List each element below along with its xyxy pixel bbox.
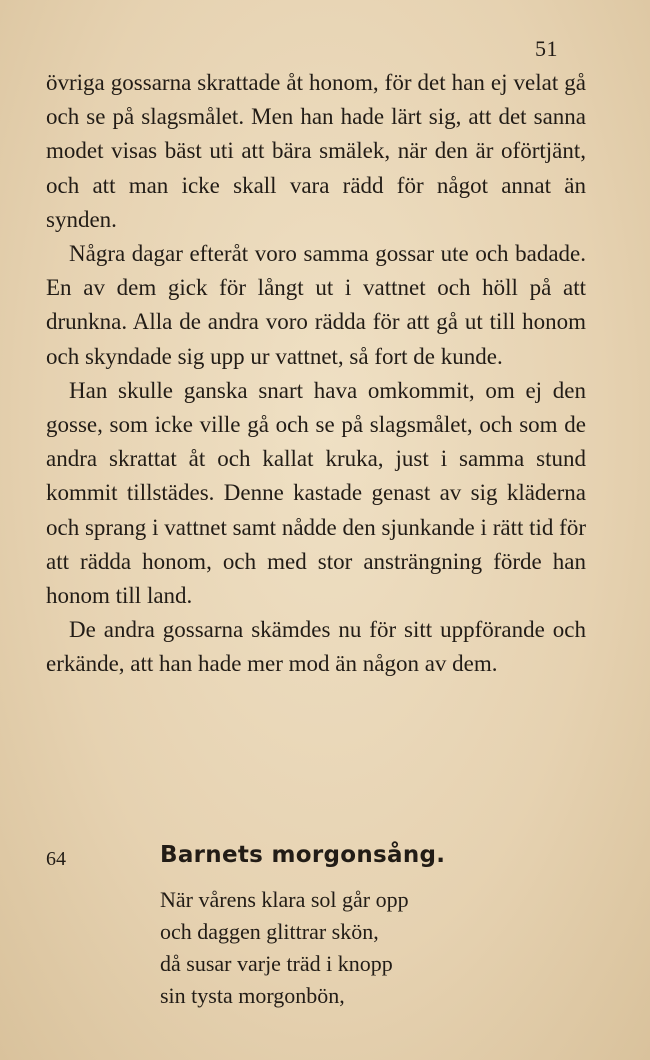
paragraph-4: De andra gossarna skämdes nu för sitt uppförande och erkände, att han hade mer mod än någon av dem. (46, 617, 586, 677)
verse-line-2: och daggen glittrar skön, (160, 919, 379, 944)
paragraph-1: övriga gossarna skrattade åt honom, för det han ej velat gå och se på slagsmålet. Men han hade lärt sig, att det sanna modet visas bäst uti att bära smälek, när den är oförtjänt, och att man icke skall vara rädd för något annat än synden. (46, 70, 586, 232)
paragraph-3: Han skulle ganska snart hava omkommit, om ej den gosse, som icke ville gå och se på slagsmålet, och som de andra skrattat åt och kallat kruka, just i samma stund kommit tillstädes. Denne kastade genast av sig kläderna och sprang i vattnet samt nådde den sjunkande i rätt tid för att rädda honom, och med stor ansträngning förde han honom till land. (46, 377, 586, 609)
hymn-title: Barnets morgonsång. (160, 842, 446, 868)
paragraph-2: Några dagar efteråt voro samma gossar ute och badade. En av dem gick för långt ut i vattnet och höll på att drunkna. Alla de andra voro rädda för att gå ut till honom och skyndade sig upp ur vattnet, så fort de kunde. (46, 241, 586, 369)
page-number: 51 (535, 36, 558, 61)
hymn-verse (160, 884, 409, 1012)
prose-text (46, 66, 586, 682)
hymn-number: 64 (46, 848, 66, 870)
verse-line-4: sin tysta morgonbön, (160, 983, 345, 1008)
verse-line-3: då susar varje träd i knopp (160, 951, 393, 976)
verse-line-1: När vårens klara sol går opp (160, 887, 409, 912)
